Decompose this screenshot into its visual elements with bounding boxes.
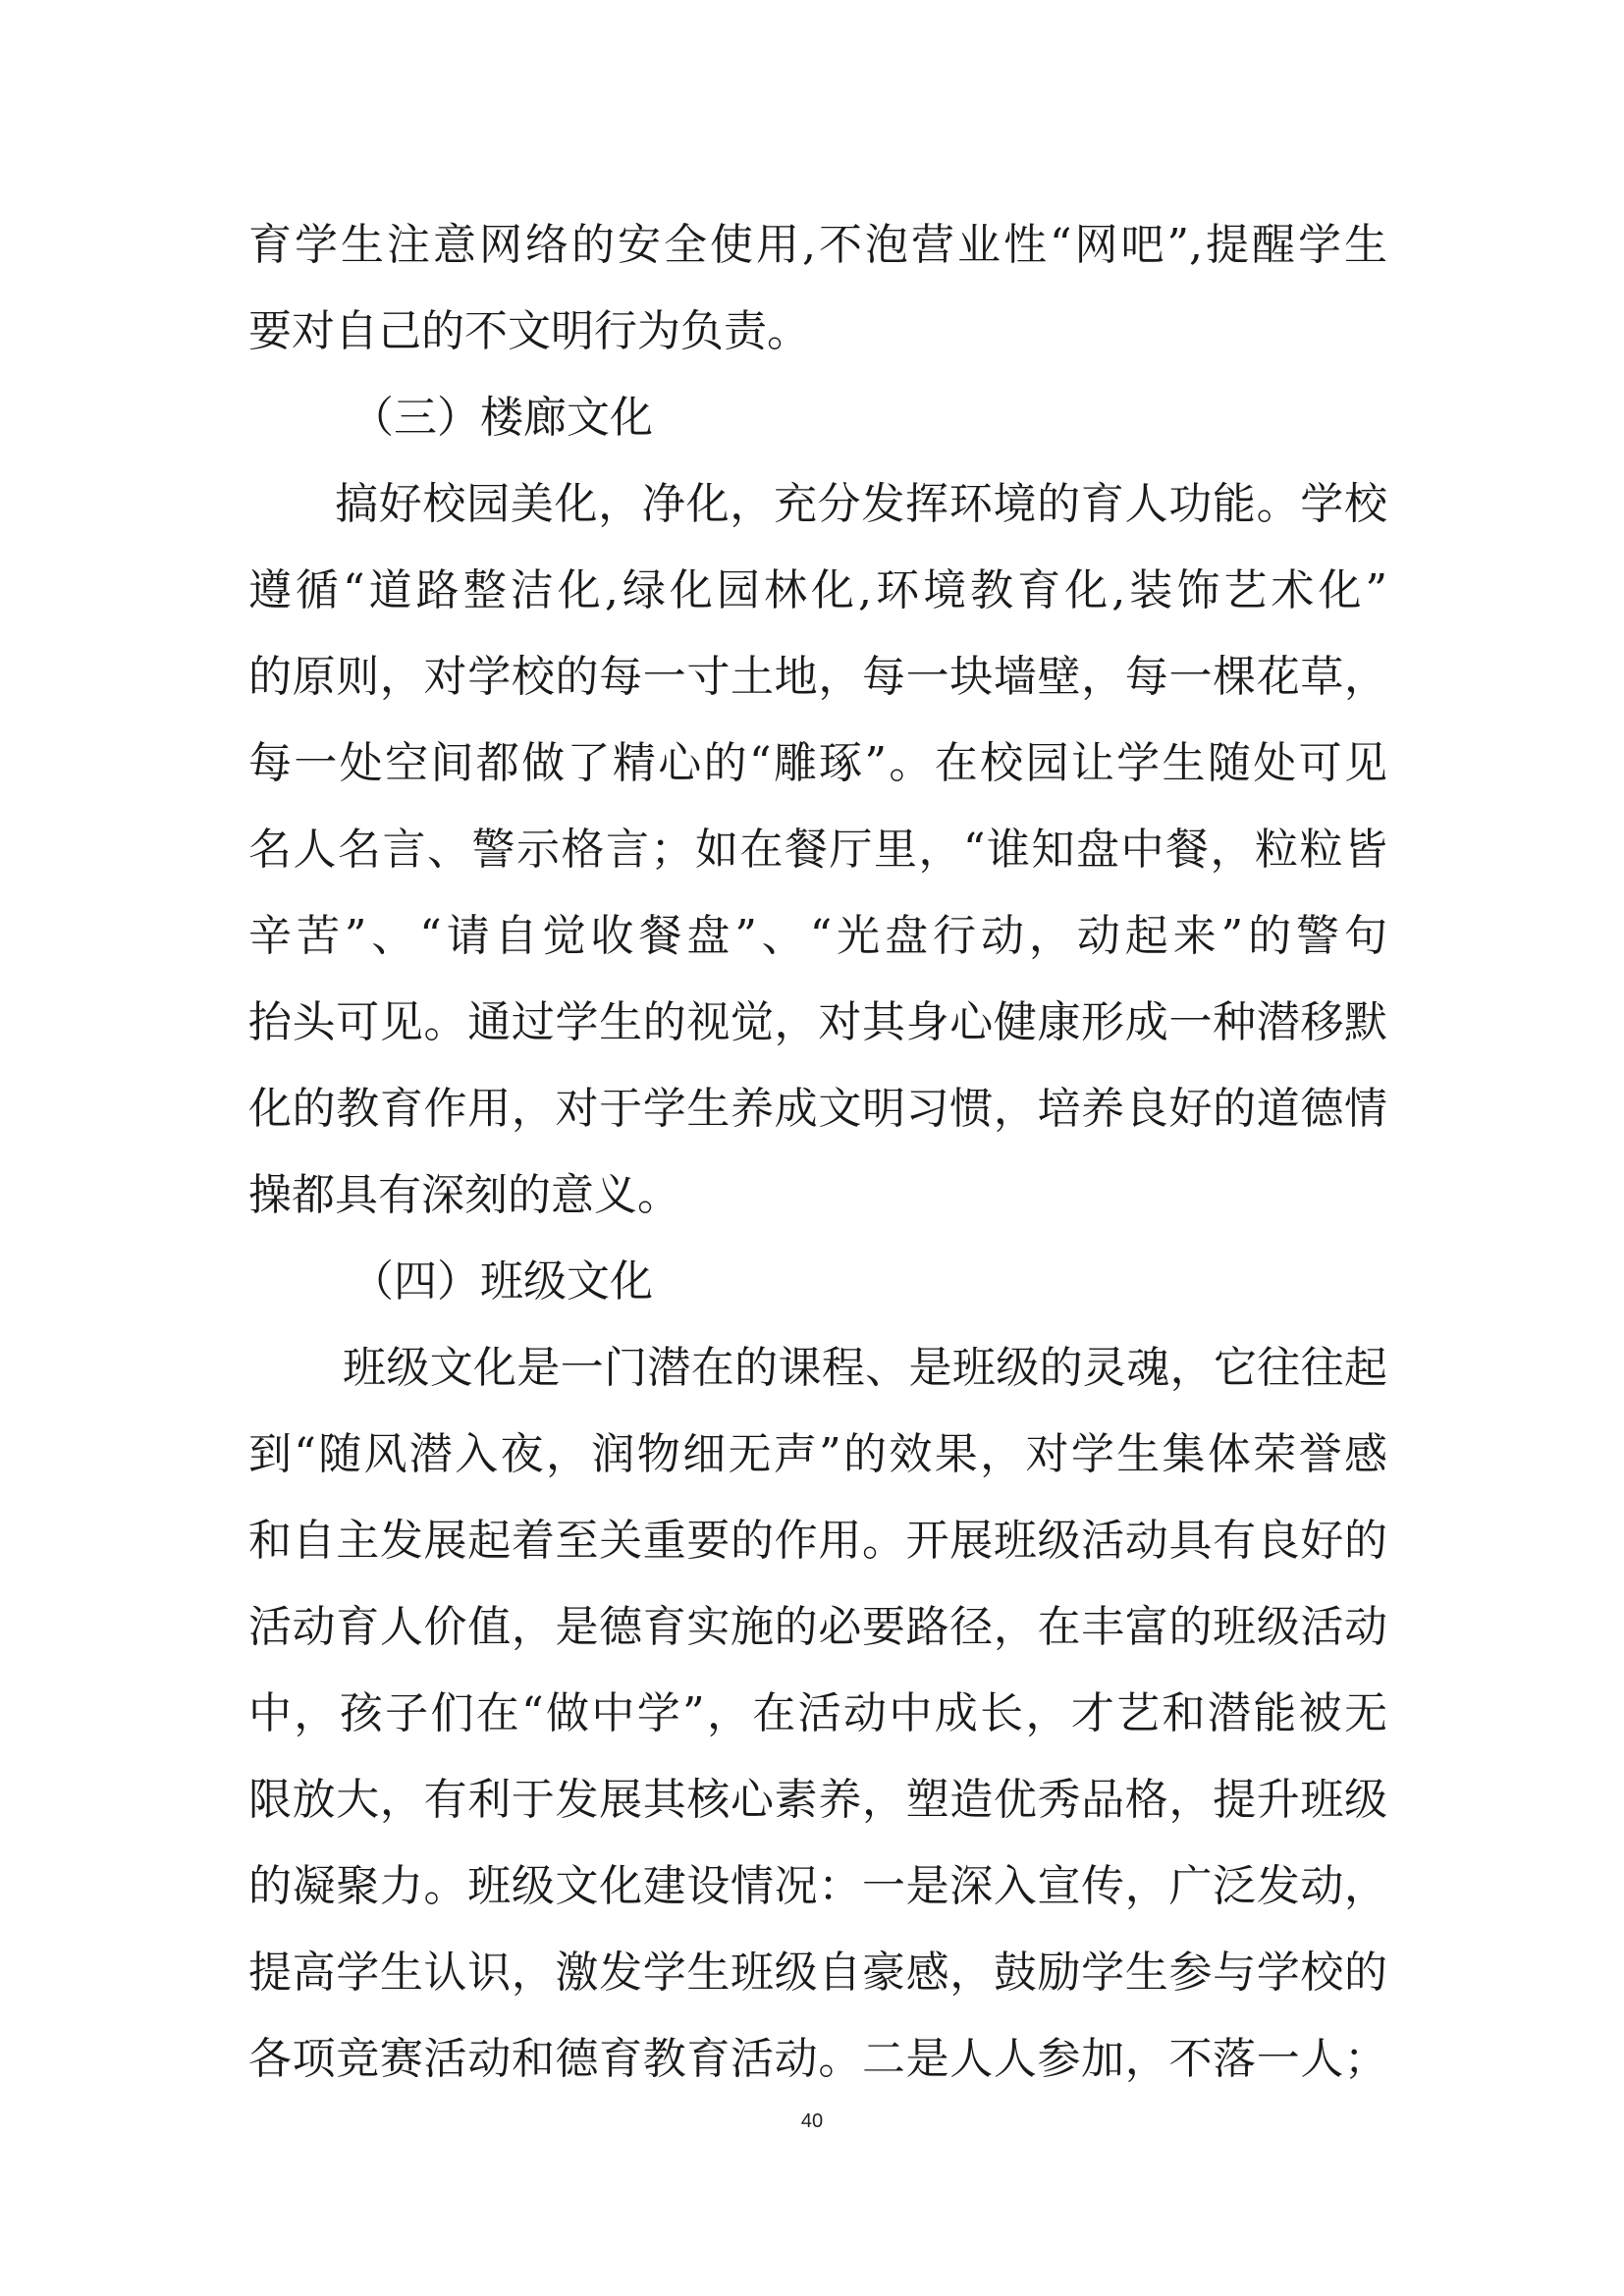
text-line: 化的教育作用，对于学生养成文明习惯，培养良好的道德情 [248,1084,1387,1134]
text-line: 提高学生认识，激发学生班级自豪感，鼓励学生参与学校的 [248,1948,1387,1998]
text-line: 各项竞赛活动和德育教育活动。二是人人参加，不落一人； [248,2034,1387,2084]
text-line: 辛苦”、“请自觉收餐盘”、“光盘行动，动起来”的警句 [248,911,1387,961]
text-line: 名人名言、警示格言；如在餐厅里，“谁知盘中餐，粒粒皆 [248,825,1387,875]
text-line: 班级文化是一门潜在的课程、是班级的灵魂，它往往起 [343,1343,1387,1393]
text-line: 操都具有深刻的意义。 [248,1170,680,1220]
text-line: 中，孩子们在“做中学”，在活动中成长，才艺和潜能被无 [248,1688,1387,1738]
text-line: 搞好校园美化，净化，充分发挥环境的育人功能。学校 [335,479,1387,529]
text-line: 的凝聚力。班级文化建设情况：一是深入宣传，广泛发动， [248,1861,1387,1911]
text-line: 育学生注意网络的安全使用,不泡营业性“网吧”,提醒学生 [248,220,1387,270]
text-line: 活动育人价值，是德育实施的必要路径，在丰富的班级活动 [248,1602,1387,1652]
page-number: 40 [800,2110,824,2132]
text-line: 的原则，对学校的每一寸土地，每一块墙壁，每一棵花草， [248,652,1387,702]
text-line: 和自主发展起着至关重要的作用。开展班级活动具有良好的 [248,1516,1387,1566]
text-line: 限放大，有利于发展其核心素养，塑造优秀品格，提升班级 [248,1775,1387,1825]
section-heading-4: （四）班级文化 [351,1256,653,1307]
section-heading-3: （三）楼廊文化 [351,393,653,443]
text-line: 每一处空间都做了精心的“雕琢”。在校园让学生随处可见 [248,738,1387,788]
text-line: 要对自己的不文明行为负责。 [248,306,810,356]
text-line: 遵循“道路整洁化,绿化园林化,环境教育化,装饰艺术化” [248,565,1387,615]
text-line: 抬头可见。通过学生的视觉，对其身心健康形成一种潜移默 [248,997,1387,1047]
body-text [248,202,1387,2103]
text-line: 到“随风潜入夜，润物细无声”的效果，对学生集体荣誉感 [248,1429,1387,1479]
